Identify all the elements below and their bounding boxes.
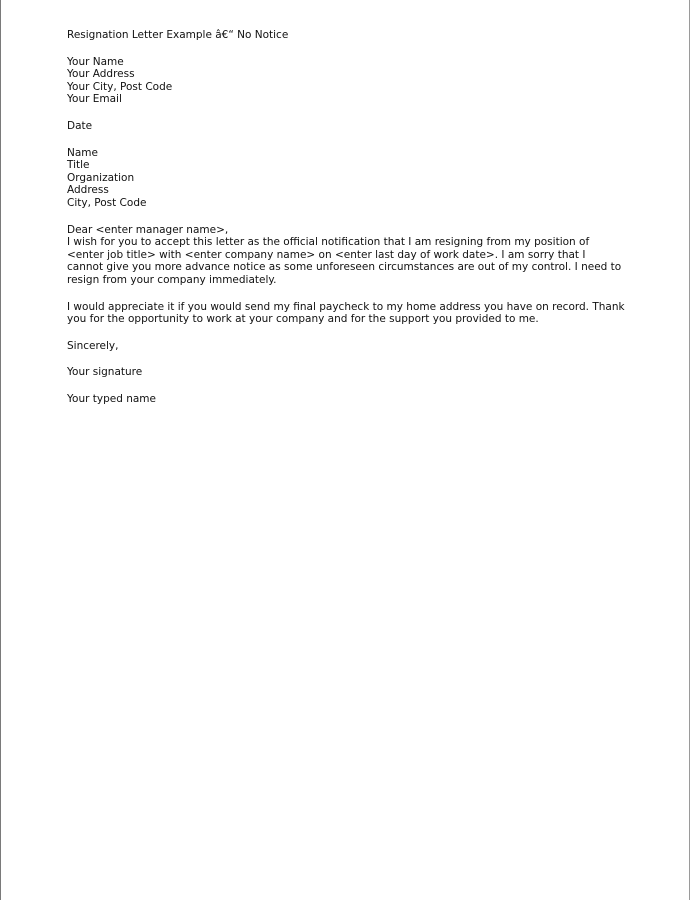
spacer bbox=[67, 287, 647, 301]
spacer bbox=[67, 133, 647, 147]
body-line: cannot give you more advance notice as some unforeseen circumstances are out of my control. I need to bbox=[67, 261, 622, 274]
closing-paragraph bbox=[67, 301, 647, 326]
body-line: resign from your company immediately. bbox=[67, 273, 277, 286]
spacer bbox=[67, 106, 647, 120]
recipient-organization: Organization bbox=[67, 171, 135, 184]
letter-content bbox=[67, 29, 647, 405]
valediction: Sincerely, bbox=[67, 339, 119, 352]
salutation: Dear <enter manager name>, bbox=[67, 223, 229, 236]
date-block bbox=[67, 120, 647, 133]
signature-block bbox=[67, 366, 647, 379]
typed-name: Your typed name bbox=[67, 392, 156, 405]
recipient-city-post: City, Post Code bbox=[67, 196, 147, 209]
signature-line: Your signature bbox=[67, 366, 143, 379]
sender-city-post: Your City, Post Code bbox=[67, 80, 173, 93]
spacer bbox=[67, 352, 647, 366]
letter-body bbox=[67, 224, 647, 287]
letter-date: Date bbox=[67, 119, 93, 132]
sender-email: Your Email bbox=[67, 93, 122, 106]
recipient-block bbox=[67, 147, 647, 210]
valediction-block bbox=[67, 340, 647, 353]
spacer bbox=[67, 379, 647, 393]
recipient-address: Address bbox=[67, 184, 109, 197]
sender-address: Your Address bbox=[67, 68, 135, 81]
recipient-title: Title bbox=[67, 159, 90, 172]
recipient-name: Name bbox=[67, 146, 98, 159]
sender-name: Your Name bbox=[67, 55, 124, 68]
sender-block bbox=[67, 56, 647, 106]
closing-line: you for the opportunity to work at your company and for the support you provided to me. bbox=[67, 313, 539, 326]
body-line: <enter job title> with <enter company name> on <enter last day of work date>. I am sorry that I bbox=[67, 248, 586, 261]
closing-line: I would appreciate it if you would send my final paycheck to my home address you have on record. Thank bbox=[67, 300, 625, 313]
typed-name-block bbox=[67, 393, 647, 406]
spacer bbox=[67, 210, 647, 224]
spacer bbox=[67, 326, 647, 340]
body-line: I wish for you to accept this letter as the official notification that I am resigning from my position of bbox=[67, 236, 590, 249]
document-title: Resignation Letter Example â€“ No Notice bbox=[67, 29, 289, 41]
